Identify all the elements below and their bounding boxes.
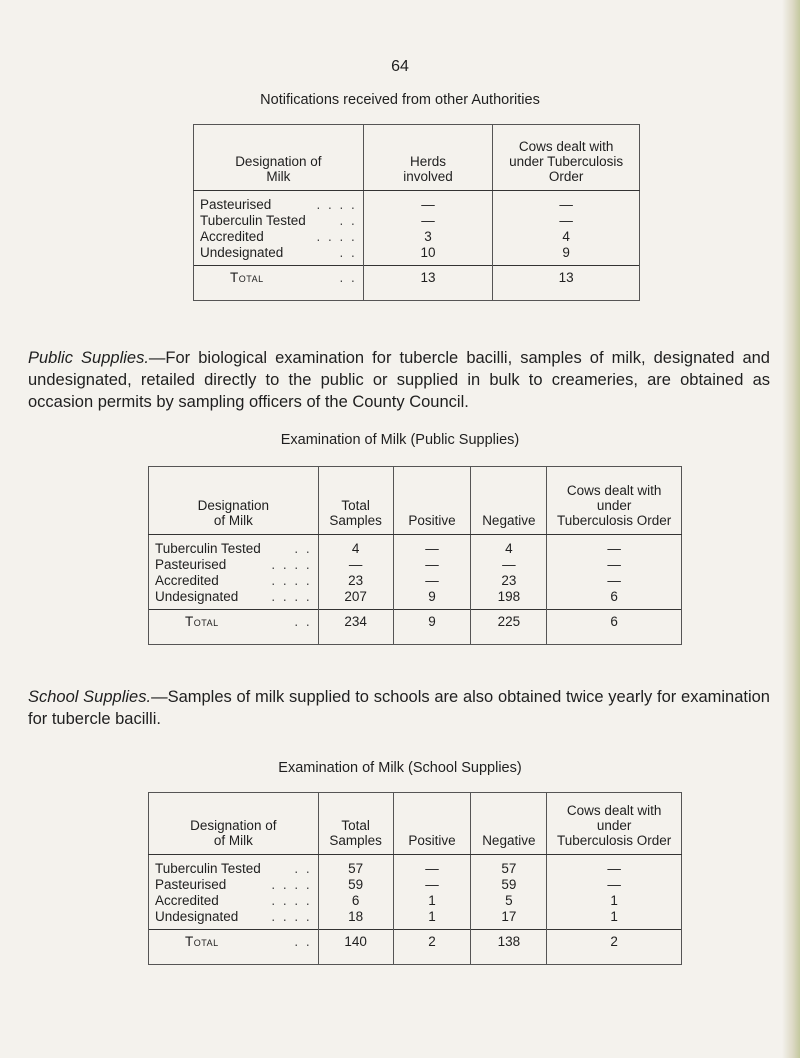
total-value: 2: [393, 930, 471, 965]
total-label: Total . .: [149, 930, 319, 965]
row-label: Tuberculin Tested . .: [149, 855, 319, 878]
school-supplies-rows: [149, 855, 682, 965]
row-value: 207: [318, 589, 393, 610]
table-row: [149, 855, 682, 878]
table-notifications-title: Notifications received from other Authorities: [260, 92, 540, 108]
total-value: 225: [471, 610, 547, 645]
row-value: —: [393, 573, 471, 589]
row-value: —: [393, 855, 471, 878]
row-label: Tuberculin Tested . .: [149, 535, 319, 558]
row-value: 4: [493, 229, 640, 245]
table-row: [149, 557, 682, 573]
row-value: —: [471, 557, 547, 573]
row-value: 1: [547, 893, 682, 909]
row-value: 17: [471, 909, 547, 930]
row-value: 1: [547, 909, 682, 930]
header-cows-dealt-with: Cows dealt with under Tuberculosis Order: [493, 125, 640, 191]
row-label: Undesignated . . . .: [149, 909, 319, 930]
table-public-supplies-title: Examination of Milk (Public Supplies): [280, 432, 520, 448]
total-row: [194, 266, 640, 301]
header-cows-dealt-with: Cows dealt with under Tuberculosis Order: [547, 467, 682, 535]
total-value: 13: [493, 266, 640, 301]
public-supplies-rows: [149, 535, 682, 645]
table-row: [149, 573, 682, 589]
row-value: —: [393, 877, 471, 893]
row-value: 9: [393, 589, 471, 610]
row-value: 4: [471, 535, 547, 558]
row-value: 23: [471, 573, 547, 589]
header-cows-dealt-with: Cows dealt with under Tuberculosis Order: [547, 793, 682, 855]
row-value: 10: [363, 245, 493, 266]
total-value: 9: [393, 610, 471, 645]
header-designation: Designation of Milk: [194, 125, 364, 191]
row-value: 9: [493, 245, 640, 266]
row-label: Accredited . . . .: [149, 573, 319, 589]
total-value: 2: [547, 930, 682, 965]
header-total-samples: Total Samples: [318, 793, 393, 855]
row-value: —: [493, 213, 640, 229]
row-label: Tuberculin Tested . .: [194, 213, 364, 229]
row-value: —: [493, 191, 640, 214]
header-designation: Designation of Milk: [149, 467, 319, 535]
table-row: [149, 877, 682, 893]
table-school-supplies-title: Examination of Milk (School Supplies): [278, 760, 522, 776]
row-value: 6: [547, 589, 682, 610]
row-label: Undesignated . .: [194, 245, 364, 266]
row-value: 23: [318, 573, 393, 589]
row-value: 18: [318, 909, 393, 930]
header-positive: Positive: [393, 467, 471, 535]
header-herds-involved: Herds involved: [363, 125, 493, 191]
table-row: [194, 213, 640, 229]
row-value: 3: [363, 229, 493, 245]
table-row: [149, 909, 682, 930]
notifications-rows: [194, 191, 640, 301]
table-row: [194, 229, 640, 245]
row-value: —: [393, 535, 471, 558]
notifications-table: [193, 124, 640, 301]
total-row: [149, 610, 682, 645]
total-label: Total . .: [149, 610, 319, 645]
row-label: Pasteurised . . . .: [194, 191, 364, 214]
row-value: 57: [318, 855, 393, 878]
table-row: [149, 589, 682, 610]
header-negative: Negative: [471, 793, 547, 855]
row-value: —: [547, 573, 682, 589]
row-value: 1: [393, 909, 471, 930]
row-value: —: [363, 191, 493, 214]
table-row: [149, 893, 682, 909]
public-supplies-lead: Public Supplies.: [28, 349, 149, 367]
school-supplies-table: [148, 792, 682, 965]
total-value: 6: [547, 610, 682, 645]
row-label: Accredited . . . .: [149, 893, 319, 909]
row-value: —: [547, 535, 682, 558]
total-row: [149, 930, 682, 965]
page-edge-shading: [782, 0, 800, 1058]
school-supplies-paragraph: [28, 686, 770, 730]
row-value: 59: [318, 877, 393, 893]
total-value: 140: [318, 930, 393, 965]
header-positive: Positive: [393, 793, 471, 855]
row-value: 4: [318, 535, 393, 558]
row-value: —: [547, 855, 682, 878]
header-total-samples: Total Samples: [318, 467, 393, 535]
row-value: 6: [318, 893, 393, 909]
total-value: 234: [318, 610, 393, 645]
row-value: 1: [393, 893, 471, 909]
row-label: Pasteurised . . . .: [149, 877, 319, 893]
row-label: Pasteurised . . . .: [149, 557, 319, 573]
row-value: —: [318, 557, 393, 573]
row-value: 57: [471, 855, 547, 878]
row-label: Accredited . . . .: [194, 229, 364, 245]
page-number: 64: [391, 58, 409, 75]
table-row: [149, 535, 682, 558]
row-value: —: [547, 877, 682, 893]
public-supplies-paragraph: [28, 347, 770, 413]
public-supplies-text: —For biological examination for tubercle bacilli, samples of milk, designated and undesignated, retailed directly to the public or supplied in bulk to creameries, are obtained as occasion permits by sampling officers of the County Council.: [28, 349, 770, 411]
total-label: Total . .: [194, 266, 364, 301]
header-designation: Designation of of Milk: [149, 793, 319, 855]
row-value: 198: [471, 589, 547, 610]
header-negative: Negative: [471, 467, 547, 535]
public-supplies-table: [148, 466, 682, 645]
total-value: 138: [471, 930, 547, 965]
row-value: 5: [471, 893, 547, 909]
row-value: —: [393, 557, 471, 573]
school-supplies-text: —Samples of milk supplied to schools are also obtained twice yearly for examination for tubercle bacilli.: [28, 688, 770, 728]
row-label: Undesignated . . . .: [149, 589, 319, 610]
row-value: 59: [471, 877, 547, 893]
table-row: [194, 191, 640, 214]
school-supplies-lead: School Supplies.: [28, 688, 152, 706]
total-value: 13: [363, 266, 493, 301]
row-value: —: [547, 557, 682, 573]
table-row: [194, 245, 640, 266]
row-value: —: [363, 213, 493, 229]
